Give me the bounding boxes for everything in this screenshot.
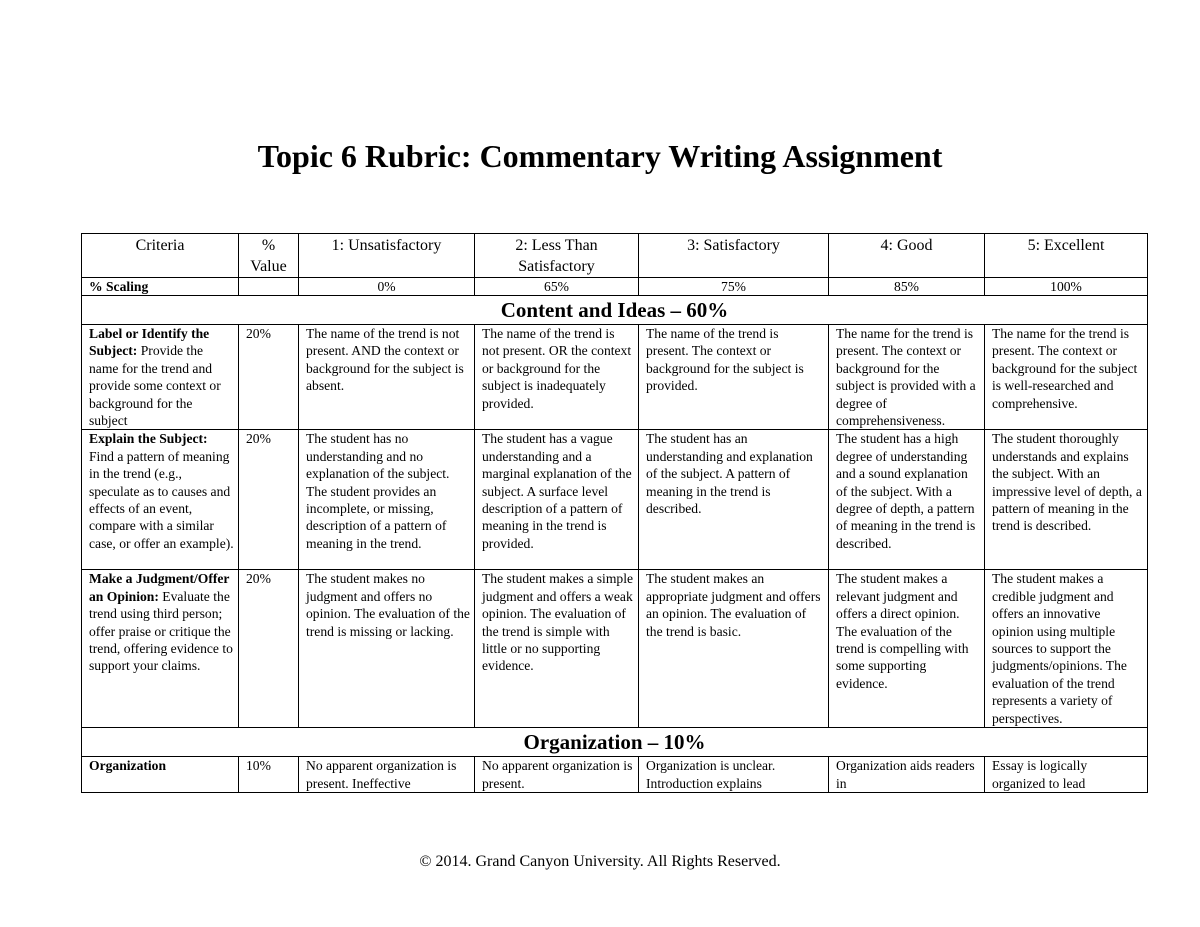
scaling-value bbox=[239, 278, 299, 296]
header-criteria: Criteria bbox=[82, 234, 239, 278]
criterion-cell bbox=[82, 570, 239, 728]
level-3-cell: The student makes an appropriate judgment and offers an opinion. The evaluation of the trend is basic. bbox=[639, 570, 829, 728]
header-level-3: 3: Satisfactory bbox=[639, 234, 829, 278]
value-cell: 20% bbox=[239, 325, 299, 430]
level-4-cell: Organization aids readers in bbox=[829, 757, 985, 793]
table-row bbox=[82, 325, 1148, 430]
level-1-cell: The student has no understanding and no explanation of the subject. The student provides an incomplete, or missing, description of a pattern of meaning in the trend. bbox=[299, 430, 475, 570]
table-row bbox=[82, 430, 1148, 570]
criterion-title: Make a Judgment/Offer an Opinion: bbox=[89, 571, 230, 604]
section-header-row bbox=[82, 728, 1148, 757]
table-row bbox=[82, 570, 1148, 728]
scaling-level-1: 0% bbox=[299, 278, 475, 296]
criterion-title: Organization bbox=[89, 758, 167, 774]
level-1-cell: No apparent organization is present. Ineffective bbox=[299, 757, 475, 793]
scaling-level-3: 75% bbox=[639, 278, 829, 296]
level-5-cell: The student makes a credible judgment and offers an innovative opinion using multiple sources to support the judgments/opinions. The evaluation of the trend represents a variety of perspectives. bbox=[985, 570, 1148, 728]
scaling-label: % Scaling bbox=[82, 278, 239, 296]
header-level-2: 2: Less Than Satisfactory bbox=[475, 234, 639, 278]
header-level-5: 5: Excellent bbox=[985, 234, 1148, 278]
table-row bbox=[82, 757, 1148, 793]
criterion-description: Provide the name for the trend and provide some context or background for the subject bbox=[89, 343, 221, 429]
criterion-description: Find a pattern of meaning in the trend (e.g., speculate as to causes and effects of an event, compare with a similar case, or offer an example). bbox=[89, 448, 234, 551]
value-cell: 20% bbox=[239, 570, 299, 728]
level-3-cell: The student has an understanding and explanation of the subject. A pattern of meaning in the trend is described. bbox=[639, 430, 829, 570]
level-4-cell: The student has a high degree of understanding and a sound explanation of the subject. With a degree of depth, a pattern of meaning in the trend is described. bbox=[829, 430, 985, 570]
level-2-cell: The name of the trend is not present. OR the context or background for the subject is inadequately provided. bbox=[475, 325, 639, 430]
level-1-cell: The name of the trend is not present. AND the context or background for the subject is absent. bbox=[299, 325, 475, 430]
level-4-cell: The student makes a relevant judgment and offers a direct opinion. The evaluation of the trend is compelling with some supporting evidence. bbox=[829, 570, 985, 728]
section-title: Content and Ideas – 60% bbox=[82, 296, 1148, 325]
scaling-row bbox=[82, 278, 1148, 296]
criterion-title: Explain the Subject: bbox=[89, 431, 208, 447]
level-1-cell: The student makes no judgment and offers no opinion. The evaluation of the trend is missing or lacking. bbox=[299, 570, 475, 728]
section-title: Organization – 10% bbox=[82, 728, 1148, 757]
rubric-table bbox=[81, 233, 1148, 793]
header-level-4: 4: Good bbox=[829, 234, 985, 278]
criterion-cell bbox=[82, 325, 239, 430]
level-2-cell: The student makes a simple judgment and offers a weak opinion. The evaluation of the trend is simple with little or no supporting evidence. bbox=[475, 570, 639, 728]
level-2-cell: The student has a vague understanding and a marginal explanation of the subject. A surface level description of a pattern of meaning in the trend is provided. bbox=[475, 430, 639, 570]
section-header-row bbox=[82, 296, 1148, 325]
header-value: % Value bbox=[239, 234, 299, 278]
scaling-level-5: 100% bbox=[985, 278, 1148, 296]
level-3-cell: The name of the trend is present. The context or background for the subject is provided. bbox=[639, 325, 829, 430]
header-level-1: 1: Unsatisfactory bbox=[299, 234, 475, 278]
criterion-cell bbox=[82, 757, 239, 793]
value-cell: 10% bbox=[239, 757, 299, 793]
level-5-cell: The student thoroughly understands and explains the subject. With an impressive level of depth, a pattern of meaning in the trend is described. bbox=[985, 430, 1148, 570]
scaling-level-4: 85% bbox=[829, 278, 985, 296]
value-cell: 20% bbox=[239, 430, 299, 570]
criterion-cell bbox=[82, 430, 239, 570]
level-5-cell: Essay is logically organized to lead bbox=[985, 757, 1148, 793]
level-2-cell: No apparent organization is present. bbox=[475, 757, 639, 793]
copyright-footer: © 2014. Grand Canyon University. All Rights Reserved. bbox=[419, 853, 781, 870]
level-3-cell: Organization is unclear. Introduction explains bbox=[639, 757, 829, 793]
criterion-title: Label or Identify the Subject: bbox=[89, 326, 210, 359]
page-title: Topic 6 Rubric: Commentary Writing Assignment bbox=[257, 138, 943, 174]
level-5-cell: The name for the trend is present. The context or background for the subject is well-researched and comprehensive. bbox=[985, 325, 1148, 430]
scaling-level-2: 65% bbox=[475, 278, 639, 296]
table-header-row bbox=[82, 234, 1148, 278]
level-4-cell: The name for the trend is present. The context or background for the subject is provided with a degree of comprehensiveness. bbox=[829, 325, 985, 430]
criterion-description: Evaluate the trend using third person; offer praise or critique the trend, offering evidence to support your claims. bbox=[89, 588, 233, 674]
